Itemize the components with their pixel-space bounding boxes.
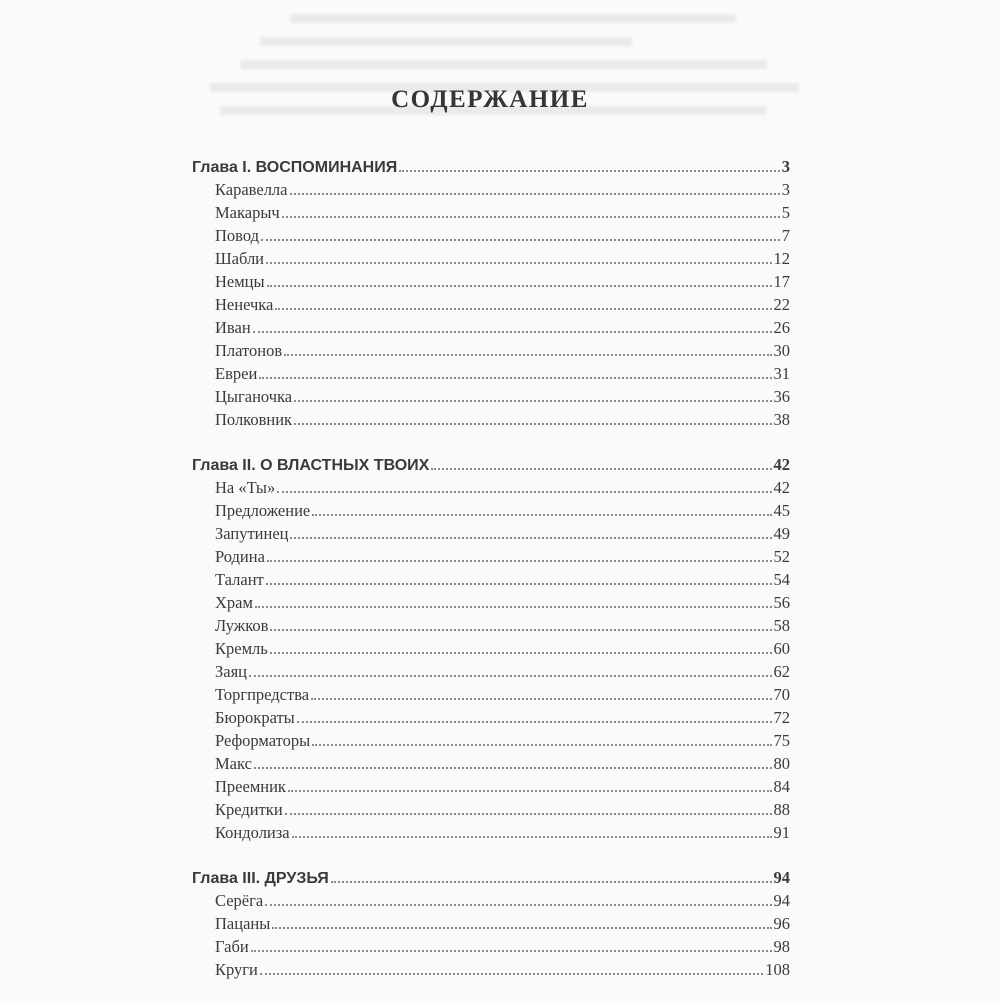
entry-title: Запутинец (215, 524, 289, 543)
page-number: 3 (781, 157, 790, 176)
dot-leader (260, 973, 763, 975)
entry-title: Платонов (215, 341, 283, 360)
dot-leader (277, 491, 771, 493)
dot-leader (431, 468, 771, 470)
toc-entry[interactable] (192, 316, 790, 339)
page-number: 91 (773, 823, 790, 842)
dot-leader (294, 400, 771, 402)
entry-title: Иван (215, 318, 251, 337)
page-number: 98 (773, 937, 790, 956)
page-number: 17 (773, 272, 790, 291)
toc-entry[interactable] (192, 889, 790, 912)
entry-title: Кондолиза (215, 823, 290, 842)
entry-title: Полковник (215, 410, 293, 429)
toc-entry[interactable] (192, 660, 790, 683)
page-number: 108 (765, 960, 790, 979)
dot-leader (290, 537, 771, 539)
toc-entry[interactable] (192, 706, 790, 729)
page-number: 26 (773, 318, 790, 337)
dot-leader (312, 744, 771, 746)
dot-leader (275, 308, 771, 310)
toc-entry[interactable] (192, 385, 790, 408)
table-of-contents (192, 155, 790, 1003)
dot-leader (267, 560, 772, 562)
toc-entry[interactable] (192, 339, 790, 362)
page-number: 31 (773, 364, 790, 383)
dot-leader (266, 583, 772, 585)
page-number: 84 (773, 777, 790, 796)
dot-leader (288, 790, 772, 792)
dot-leader (270, 652, 772, 654)
chapter-title: Глава III. ДРУЗЬЯ (192, 870, 329, 887)
dot-leader (267, 285, 772, 287)
toc-entry[interactable] (192, 201, 790, 224)
dot-leader (285, 813, 772, 815)
dot-leader (331, 881, 772, 883)
chapter-heading[interactable] (192, 453, 790, 476)
chapter-1 (192, 155, 790, 431)
page-number: 60 (773, 639, 790, 658)
toc-entry[interactable] (192, 522, 790, 545)
entry-title: Макс (215, 754, 252, 773)
toc-entry[interactable] (192, 499, 790, 522)
page-number: 42 (773, 478, 790, 497)
dot-leader (311, 698, 771, 700)
toc-entry[interactable] (192, 798, 790, 821)
page-number: 88 (773, 800, 790, 819)
toc-entry[interactable] (192, 270, 790, 293)
page-number: 5 (781, 203, 790, 222)
page-number: 80 (773, 754, 790, 773)
page-number: 75 (773, 731, 790, 750)
entry-title: Кремль (215, 639, 268, 658)
entry-title: Лужков (215, 616, 269, 635)
dot-leader (253, 331, 772, 333)
toc-entry[interactable] (192, 752, 790, 775)
toc-entry[interactable] (192, 683, 790, 706)
dot-leader (292, 836, 772, 838)
toc-entry[interactable] (192, 614, 790, 637)
entry-title: Повод (215, 226, 260, 245)
dot-leader (265, 904, 771, 906)
page-number: 36 (773, 387, 790, 406)
dot-leader (270, 629, 771, 631)
entry-title: Бюрократы (215, 708, 295, 727)
dot-leader (251, 950, 772, 952)
dot-leader (282, 216, 780, 218)
entry-title: Предложение (215, 501, 311, 520)
toc-entry[interactable] (192, 178, 790, 201)
toc-entry[interactable] (192, 545, 790, 568)
entry-title: Родина (215, 547, 265, 566)
page-number: 56 (773, 593, 790, 612)
entry-title: Кредитки (215, 800, 283, 819)
entry-title: Талант (215, 570, 264, 589)
dot-leader (254, 767, 772, 769)
entry-title: Храм (215, 593, 253, 612)
dot-leader (272, 927, 771, 929)
toc-entry[interactable] (192, 224, 790, 247)
entry-title: Шабли (215, 249, 265, 268)
toc-entry[interactable] (192, 958, 790, 981)
page-number: 38 (773, 410, 790, 429)
toc-entry[interactable] (192, 591, 790, 614)
page-number: 30 (773, 341, 790, 360)
dot-leader (261, 239, 780, 241)
entry-title: Круги (215, 960, 258, 979)
toc-entry[interactable] (192, 775, 790, 798)
dot-leader (290, 193, 780, 195)
entry-title: Серёга (215, 891, 264, 910)
page-number: 70 (773, 685, 790, 704)
chapter-heading[interactable] (192, 155, 790, 178)
dot-leader (399, 170, 780, 172)
toc-entry[interactable] (192, 408, 790, 431)
entry-title: Торгпредства (215, 685, 310, 704)
page-number: 49 (773, 524, 790, 543)
toc-entry[interactable] (192, 821, 790, 844)
page-number: 96 (773, 914, 790, 933)
page-number: 3 (781, 180, 790, 199)
dot-leader (312, 514, 771, 516)
dot-leader (297, 721, 772, 723)
entry-title: Пацаны (215, 914, 271, 933)
page-number: 58 (773, 616, 790, 635)
entry-title: Цыганочка (215, 387, 293, 406)
toc-entry[interactable] (192, 293, 790, 316)
page-number: 54 (773, 570, 790, 589)
entry-title: Габи (215, 937, 249, 956)
entry-title: Преемник (215, 777, 286, 796)
toc-entry[interactable] (192, 476, 790, 499)
chapter-title: Глава II. О ВЛАСТНЫХ ТВОИХ (192, 457, 430, 474)
page-number: 42 (773, 455, 790, 474)
entry-title: На «Ты» (215, 478, 276, 497)
dot-leader (294, 423, 771, 425)
entry-title: Заяц (215, 662, 248, 681)
dot-leader (284, 354, 771, 356)
toc-entry[interactable] (192, 637, 790, 660)
page-number: 94 (773, 868, 790, 887)
entry-title: Макарыч (215, 203, 280, 222)
page-title: СОДЕРЖАНИЕ (391, 86, 589, 113)
entry-title: Реформаторы (215, 731, 311, 750)
page-number: 22 (773, 295, 790, 314)
page-number: 45 (773, 501, 790, 520)
dot-leader (259, 377, 771, 379)
toc-entry[interactable] (192, 247, 790, 270)
page-number: 72 (773, 708, 790, 727)
page-number: 62 (773, 662, 790, 681)
entry-title: Каравелла (215, 180, 288, 199)
toc-entry[interactable] (192, 568, 790, 591)
toc-entry[interactable] (192, 912, 790, 935)
chapter-title: Глава I. ВОСПОМИНАНИЯ (192, 159, 398, 176)
toc-entry[interactable] (192, 935, 790, 958)
chapter-2 (192, 453, 790, 844)
chapter-heading[interactable] (192, 866, 790, 889)
chapter-3 (192, 866, 790, 981)
page-number: 12 (773, 249, 790, 268)
entry-title: Немцы (215, 272, 265, 291)
toc-entry[interactable] (192, 362, 790, 385)
page-number: 94 (773, 891, 790, 910)
entry-title: Евреи (215, 364, 258, 383)
toc-entry[interactable] (192, 729, 790, 752)
page-number: 7 (781, 226, 790, 245)
dot-leader (249, 675, 771, 677)
dot-leader (255, 606, 772, 608)
page-number: 52 (773, 547, 790, 566)
entry-title: Ненечка (215, 295, 274, 314)
dot-leader (266, 262, 771, 264)
